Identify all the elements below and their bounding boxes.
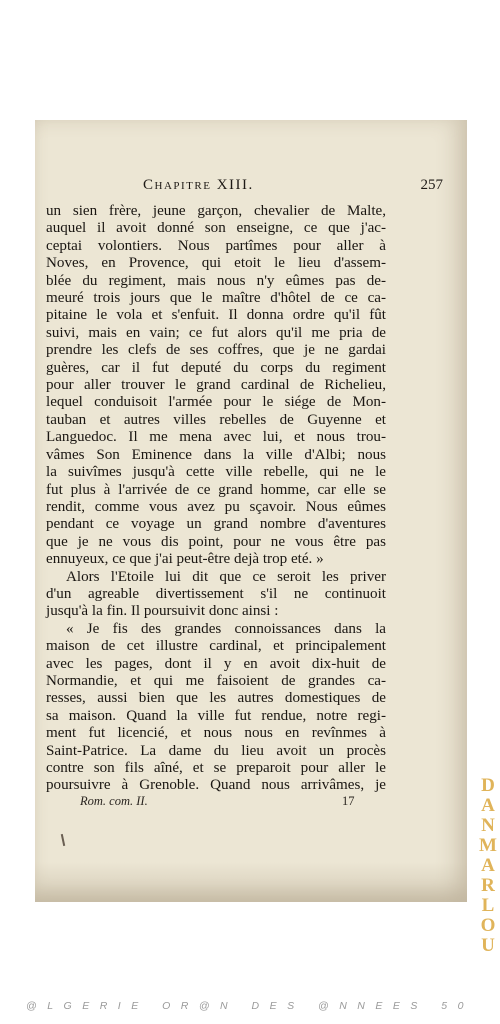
text-line: ceptai volontiers. Nous partîmes pour aller à xyxy=(46,237,386,254)
running-header xyxy=(143,177,443,197)
text-line: Saint-Patrice. La dame du lieu avoit un procès xyxy=(46,742,386,759)
text-line: avec les pages, dont il y en avoit dix-huit de xyxy=(46,655,386,672)
text-line: la suivîmes jusqu'à cette ville rebelle, qui ne le xyxy=(46,464,386,481)
text-line: Languedoc. Il me mena avec lui, et nous trou- xyxy=(46,429,386,446)
text-line: lequel conduisoit l'armée pour le siége de Mon- xyxy=(46,394,386,411)
signature-footer xyxy=(80,794,360,812)
text-line: poursuivre à Grenoble. Quand nous arrivâmes, je xyxy=(46,777,386,794)
body-text xyxy=(46,203,386,795)
text-line: meuré trois jours que le maître d'hôtel de ce ca- xyxy=(46,290,386,307)
text-line: ment fut licencié, et nous nous en revînmes à xyxy=(46,725,386,742)
text-line: tauban et autres villes rebelles de Guyenne et xyxy=(46,411,386,428)
text-line: prendre les clefs de ses coffres, que je ne gardai xyxy=(46,342,386,359)
text-line: blée du regiment, mais nous n'y eûmes pas de- xyxy=(46,272,386,289)
signature-number: 17 xyxy=(342,794,355,808)
ink-mark xyxy=(61,834,65,846)
text-line: ennuyeux, ce que j'ai peut-être dejà trop eté. » xyxy=(46,551,324,568)
text-line: un sien frère, jeune garçon, chevalier de Malte, xyxy=(46,203,386,219)
book-page xyxy=(35,120,467,902)
text-line: jusqu'à la fin. Il poursuivit donc ainsi : xyxy=(46,603,279,620)
text-line: guères, car il fut deputé du corps du regiment xyxy=(46,359,386,376)
text-line: pour aller trouver le grand cardinal de Richelieu, xyxy=(46,377,386,394)
paragraph-start-line: « Je fis des grandes connoissances dans la xyxy=(66,620,386,637)
text-line: auquel il avoit donné son enseigne, ce que j'ac- xyxy=(46,220,386,237)
text-line: suivi, mais en vain; ce fut alors qu'il me pria de xyxy=(46,324,386,341)
page-number: 257 xyxy=(420,177,443,193)
text-line: maison de cet illustre cardinal, et principalement xyxy=(46,638,386,655)
bottom-watermark: @LGERIE OR@N DES @NNEES 50 xyxy=(26,1000,474,1012)
text-line: resses, aussi bien que les autres domestiques de xyxy=(46,690,386,707)
text-line: pendant ce voyage un grand nombre d'aventures xyxy=(46,516,386,533)
text-line: vâmes Son Eminence dans la ville d'Albi; nous xyxy=(46,446,386,463)
text-line: d'un agreable divertissement s'il ne continuoit xyxy=(46,585,386,602)
side-watermark: DANMARLOU xyxy=(479,775,497,956)
text-line: fut plus à l'arrivée de ce grand homme, car elle se xyxy=(46,481,386,498)
chapter-title: Chapitre XIII. xyxy=(143,177,254,193)
text-line: que je ne vous dis point, pour ne vous être pas xyxy=(46,533,386,550)
text-line: rendit, comme vous avez pu sçavoir. Nous eûmes xyxy=(46,498,386,515)
paragraph-start-line: Alors l'Etoile lui dit que ce seroit les priver xyxy=(66,568,386,585)
signature-mark: Rom. com. II. xyxy=(80,794,148,808)
page-shadow xyxy=(35,862,467,902)
text-line: pitaine le vola et s'enfuit. Il donna ordre qu'il fût xyxy=(46,307,386,324)
text-line: sa maison. Quand la ville fut rendue, notre regi- xyxy=(46,707,386,724)
text-line: contre son fils aîné, et se preparoit pour aller le xyxy=(46,760,386,776)
text-line: Normandie, et qui me faisoient de grandes ca- xyxy=(46,672,386,689)
text-line: Noves, en Provence, qui etoit le lieu d'assem- xyxy=(46,255,386,272)
